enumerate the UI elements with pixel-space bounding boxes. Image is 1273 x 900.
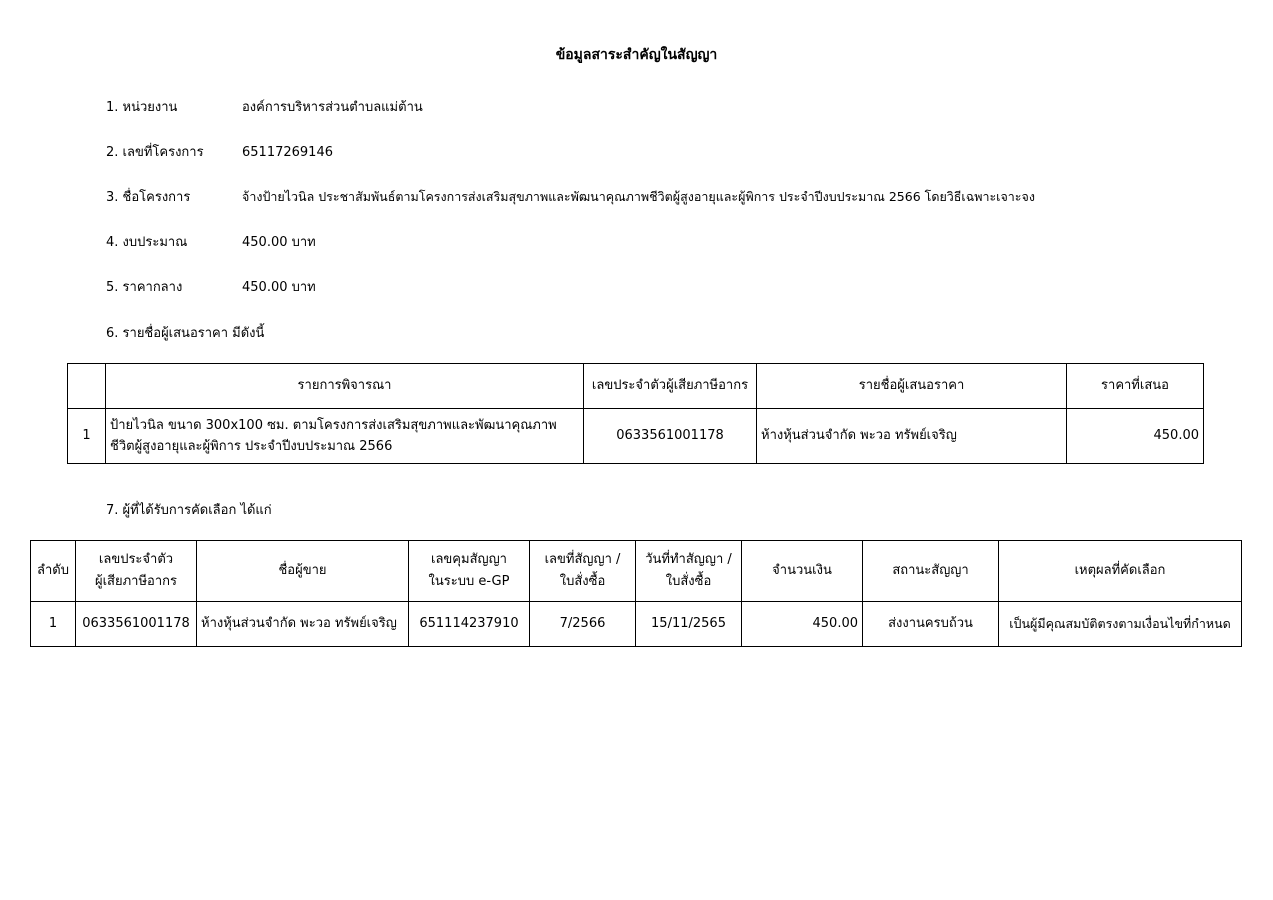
- header-egp: [409, 541, 530, 602]
- header-tax-id: เลขประจำตัวผู้เสียภาษีอากร: [584, 364, 757, 409]
- header-line: เลขประจำตัว: [98, 552, 174, 567]
- field-label: 1. หน่วยงาน: [106, 100, 178, 115]
- cell-seller: ห้างหุ้นส่วนจำกัด พะวอ ทรัพย์เจริญ: [197, 602, 409, 647]
- header-bidder: รายชื่อผู้เสนอราคา: [757, 364, 1067, 409]
- header-line: วันที่ทำสัญญา /: [645, 552, 732, 567]
- field-label: 5. ราคากลาง: [106, 280, 183, 295]
- cell-no: 1: [68, 409, 106, 464]
- header-contract-date: [636, 541, 742, 602]
- cell-bidder: ห้างหุ้นส่วนจำกัด พะวอ ทรัพย์เจริญ: [757, 409, 1067, 464]
- cell-tax-id: 0633561001178: [584, 409, 757, 464]
- cell-status: ส่งงานครบถ้วน: [863, 602, 999, 647]
- header-price: ราคาที่เสนอ: [1067, 364, 1204, 409]
- header-line: เลขที่สัญญา /: [544, 552, 621, 567]
- field-value: 65117269146: [242, 145, 333, 160]
- header-status: สถานะสัญญา: [863, 541, 999, 602]
- header-item: รายการพิจารณา: [106, 364, 584, 409]
- cell-price: 450.00: [1067, 409, 1204, 464]
- table-row: [31, 602, 1242, 647]
- field-value: 450.00 บาท: [242, 235, 316, 250]
- field-label: 3. ชื่อโครงการ: [106, 190, 191, 205]
- header-seller: ชื่อผู้ขาย: [197, 541, 409, 602]
- field-project-name: [106, 186, 1035, 207]
- header-line: ผู้เสียภาษีอากร: [94, 574, 177, 589]
- field-value: จ้างป้ายไวนิล ประชาสัมพันธ์ตามโครงการส่งเสริมสุขภาพและพัฒนาคุณภาพชีวิตผู้สูงอายุและผู้พิการ ประจำปีงบประมาณ 2566 โดยวิธีเฉพาะเจาะจง: [242, 189, 1035, 204]
- cell-contract-date: 15/11/2565: [636, 602, 742, 647]
- field-median-price: [106, 276, 316, 297]
- header-reason: เหตุผลที่คัดเลือก: [999, 541, 1242, 602]
- cell-contract-no: 7/2566: [530, 602, 636, 647]
- header-no: ลำดับ: [31, 541, 76, 602]
- cell-no: 1: [31, 602, 76, 647]
- cell-reason: เป็นผู้มีคุณสมบัติตรงตามเงื่อนไขที่กำหนด: [999, 602, 1242, 647]
- table-row: [68, 409, 1204, 464]
- cell-egp: 651114237910: [409, 602, 530, 647]
- header-contract-no: [530, 541, 636, 602]
- field-label: 2. เลขที่โครงการ: [106, 145, 204, 160]
- section7-heading: 7. ผู้ที่ได้รับการคัดเลือก ได้แก่: [106, 503, 272, 518]
- cell-tax-id: 0633561001178: [76, 602, 197, 647]
- cell-amount: 450.00: [742, 602, 863, 647]
- field-project-number: [106, 141, 333, 162]
- cell-item: ป้ายไวนิล ขนาด 300x100 ซม. ตามโครงการส่งเสริมสุขภาพและพัฒนาคุณภาพชีวิตผู้สูงอายุและผู้พิการ ประจำปีงบประมาณ 2566: [106, 409, 584, 464]
- header-line: ในระบบ e-GP: [428, 574, 510, 589]
- header-no: [68, 364, 106, 409]
- field-value: องค์การบริหารส่วนตำบลแม่ต้าน: [242, 100, 423, 115]
- field-label: 4. งบประมาณ: [106, 235, 188, 250]
- field-budget: [106, 231, 316, 252]
- table-header-row: [68, 364, 1204, 409]
- header-amount: จำนวนเงิน: [742, 541, 863, 602]
- section6-heading: 6. รายชื่อผู้เสนอราคา มีดังนี้: [106, 326, 265, 341]
- header-line: ใบสั่งซื้อ: [665, 574, 712, 589]
- bidders-table: [67, 363, 1204, 464]
- document-title: ข้อมูลสาระสำคัญในสัญญา: [555, 47, 718, 63]
- table-header-row: [31, 541, 1242, 602]
- header-line: เลขคุมสัญญา: [431, 552, 507, 567]
- selected-vendor-table: [30, 540, 1242, 647]
- header-line: ใบสั่งซื้อ: [559, 574, 606, 589]
- field-value: 450.00 บาท: [242, 280, 316, 295]
- field-agency: [106, 96, 423, 117]
- header-tax-id: [76, 541, 197, 602]
